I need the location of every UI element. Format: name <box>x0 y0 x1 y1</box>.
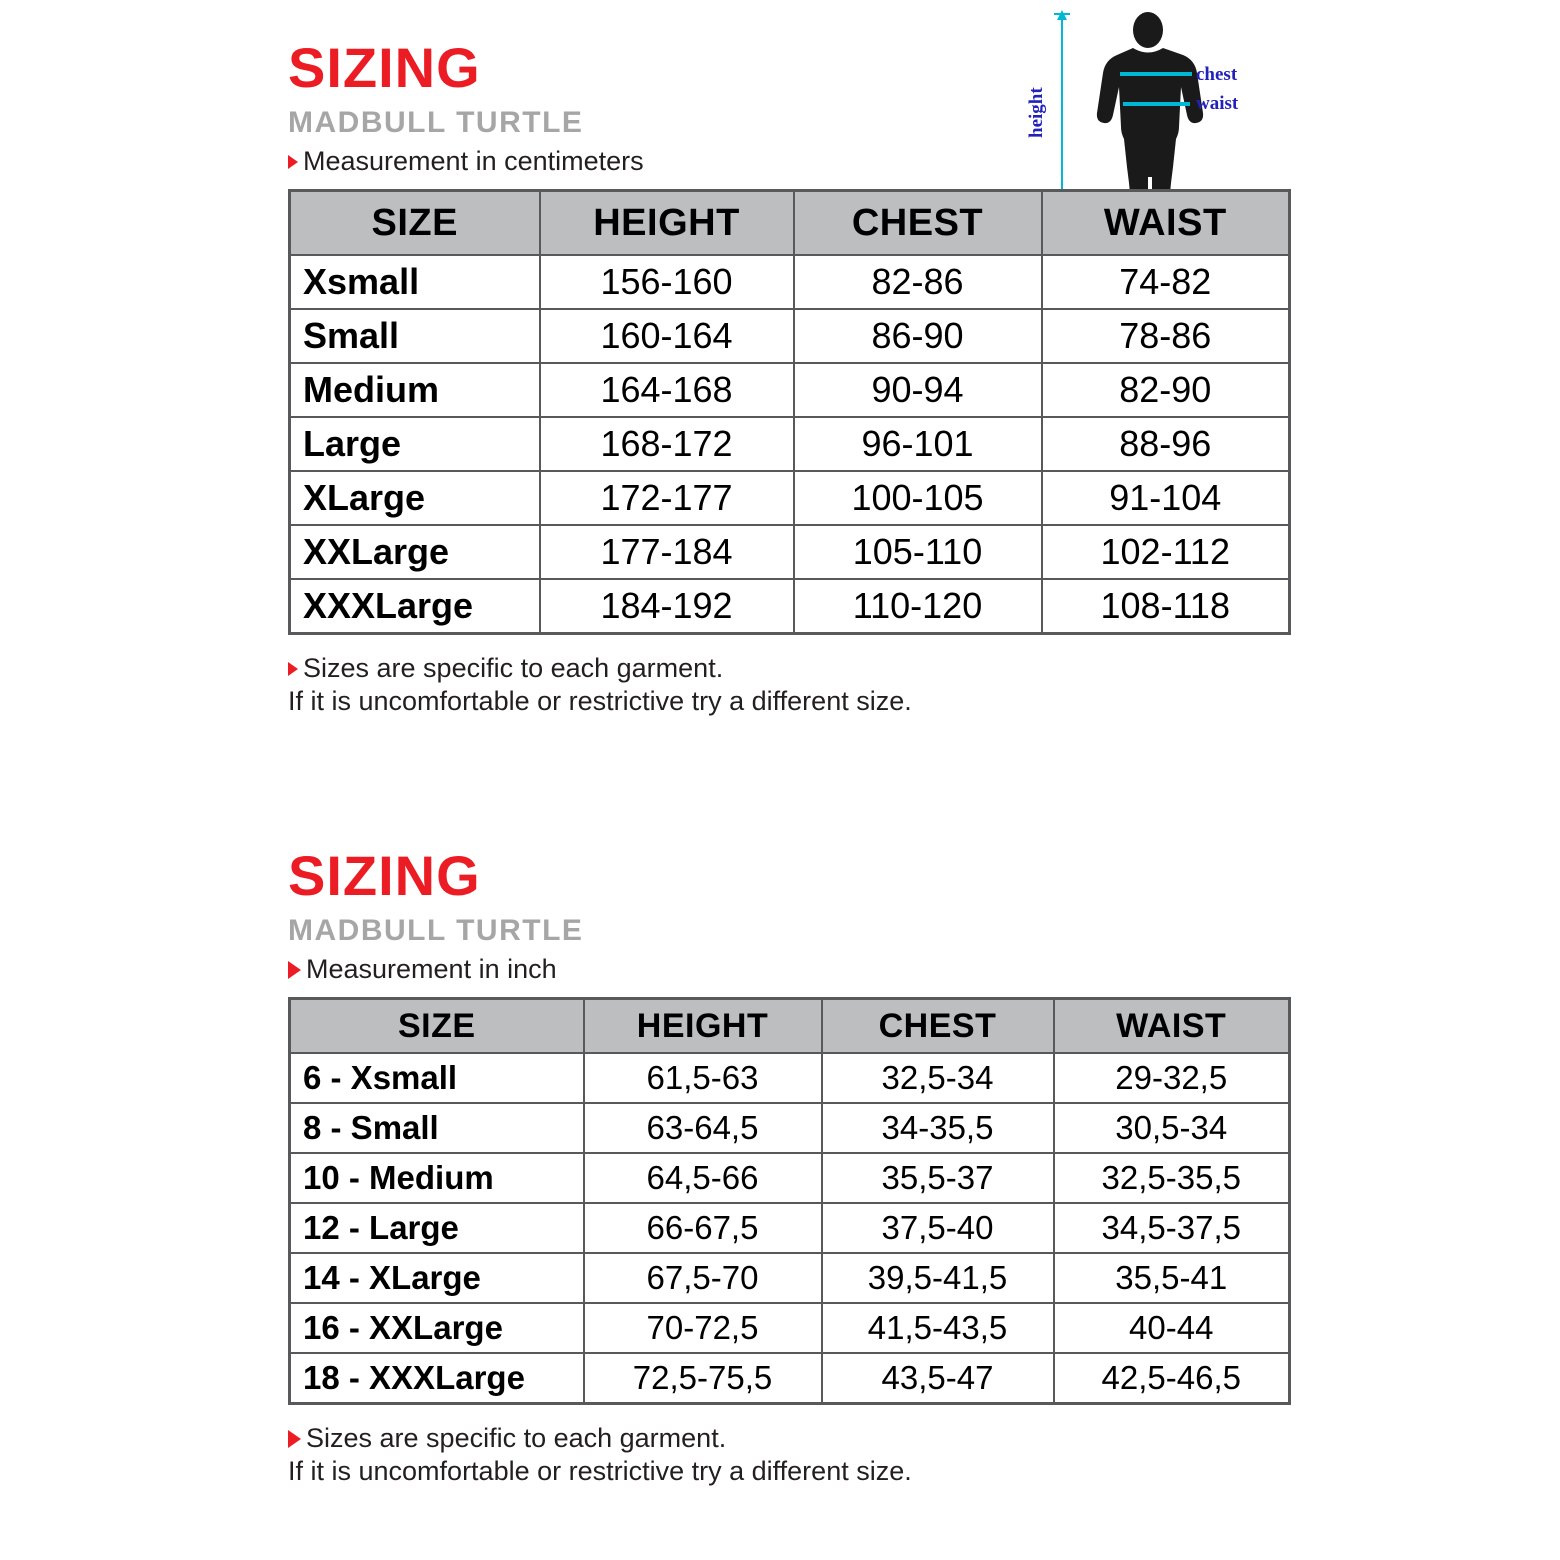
cell-height: 172-177 <box>540 471 794 525</box>
note-1-in: Sizes are specific to each garment. <box>306 1423 727 1453</box>
cell-size: 8 - Small <box>290 1103 584 1153</box>
cell-chest: 43,5-47 <box>822 1353 1054 1404</box>
cell-height: 66-67,5 <box>584 1203 822 1253</box>
table-row <box>290 1253 1290 1303</box>
notes-in <box>288 1423 1288 1487</box>
waist-label: waist <box>1196 93 1239 114</box>
table-row <box>290 363 1290 417</box>
table-row <box>290 579 1290 634</box>
cell-height: 72,5-75,5 <box>584 1353 822 1404</box>
cell-chest: 90-94 <box>794 363 1042 417</box>
table-row <box>290 255 1290 309</box>
table-header-row <box>290 191 1290 256</box>
measure-note-in-text: Measurement in inch <box>306 954 557 984</box>
cell-height: 63-64,5 <box>584 1103 822 1153</box>
cell-waist: 82-90 <box>1042 363 1290 417</box>
height-label: height <box>1026 87 1047 138</box>
section-inches <box>288 844 1288 1487</box>
column-header-height: HEIGHT <box>540 191 794 256</box>
section-centimeters <box>288 36 1288 717</box>
cell-waist: 88-96 <box>1042 417 1290 471</box>
cell-waist: 40-44 <box>1054 1303 1290 1353</box>
cell-chest: 39,5-41,5 <box>822 1253 1054 1303</box>
cell-chest: 96-101 <box>794 417 1042 471</box>
cell-waist: 42,5-46,5 <box>1054 1353 1290 1404</box>
cell-height: 177-184 <box>540 525 794 579</box>
cell-waist: 108-118 <box>1042 579 1290 634</box>
cell-height: 164-168 <box>540 363 794 417</box>
cell-height: 67,5-70 <box>584 1253 822 1303</box>
column-header-waist: WAIST <box>1042 191 1290 256</box>
cell-waist: 32,5-35,5 <box>1054 1153 1290 1203</box>
product-name-cm: MADBULL TURTLE <box>288 106 584 139</box>
cell-size: Medium <box>290 363 540 417</box>
chest-label: chest <box>1196 64 1238 85</box>
cell-size: XXXLarge <box>290 579 540 634</box>
size-table-inches <box>288 997 1291 1405</box>
column-header-size: SIZE <box>290 999 584 1054</box>
table-row <box>290 1353 1290 1404</box>
column-header-size: SIZE <box>290 191 540 256</box>
table-header-row <box>290 999 1290 1054</box>
cell-height: 156-160 <box>540 255 794 309</box>
cell-waist: 34,5-37,5 <box>1054 1203 1290 1253</box>
cell-size: 10 - Medium <box>290 1153 584 1203</box>
cell-size: Small <box>290 309 540 363</box>
cell-chest: 32,5-34 <box>822 1053 1054 1103</box>
cell-size: 14 - XLarge <box>290 1253 584 1303</box>
table-row <box>290 417 1290 471</box>
cell-size: Xsmall <box>290 255 540 309</box>
page-title-in: SIZING <box>288 844 481 907</box>
triangle-bullet-icon <box>288 961 301 979</box>
cell-waist: 29-32,5 <box>1054 1053 1290 1103</box>
cell-waist: 91-104 <box>1042 471 1290 525</box>
cell-size: 6 - Xsmall <box>290 1053 584 1103</box>
triangle-bullet-icon <box>288 1430 301 1448</box>
notes-cm <box>288 653 1288 717</box>
cell-height: 70-72,5 <box>584 1303 822 1353</box>
cell-chest: 82-86 <box>794 255 1042 309</box>
cell-size: XXLarge <box>290 525 540 579</box>
cell-height: 160-164 <box>540 309 794 363</box>
note-2-in: If it is uncomfortable or restrictive try a different size. <box>288 1456 912 1486</box>
size-table-centimeters <box>288 189 1291 635</box>
cell-chest: 37,5-40 <box>822 1203 1054 1253</box>
cell-size: 12 - Large <box>290 1203 584 1253</box>
note-bullet-cm <box>288 653 1288 684</box>
cell-height: 168-172 <box>540 417 794 471</box>
triangle-bullet-icon <box>288 155 298 169</box>
cell-size: 16 - XXLarge <box>290 1303 584 1353</box>
cell-height: 64,5-66 <box>584 1153 822 1203</box>
column-header-height: HEIGHT <box>584 999 822 1054</box>
page-title-cm: SIZING <box>288 36 481 99</box>
cell-chest: 110-120 <box>794 579 1042 634</box>
measure-note-cm <box>288 146 1288 177</box>
triangle-bullet-icon <box>288 662 298 676</box>
cell-waist: 102-112 <box>1042 525 1290 579</box>
table-row <box>290 1303 1290 1353</box>
column-header-waist: WAIST <box>1054 999 1290 1054</box>
cell-waist: 30,5-34 <box>1054 1103 1290 1153</box>
table-row <box>290 309 1290 363</box>
cell-chest: 86-90 <box>794 309 1042 363</box>
cell-chest: 105-110 <box>794 525 1042 579</box>
measure-note-in <box>288 954 1288 985</box>
product-name-in: MADBULL TURTLE <box>288 914 584 947</box>
note-bullet-in <box>288 1423 1288 1454</box>
cell-waist: 78-86 <box>1042 309 1290 363</box>
table-row <box>290 525 1290 579</box>
column-header-chest: CHEST <box>822 999 1054 1054</box>
cell-size: Large <box>290 417 540 471</box>
note-1-cm: Sizes are specific to each garment. <box>303 653 724 683</box>
cell-height: 61,5-63 <box>584 1053 822 1103</box>
cell-size: 18 - XXXLarge <box>290 1353 584 1404</box>
column-header-chest: CHEST <box>794 191 1042 256</box>
table-row <box>290 1103 1290 1153</box>
cell-chest: 100-105 <box>794 471 1042 525</box>
cell-waist: 74-82 <box>1042 255 1290 309</box>
measure-note-cm-text: Measurement in centimeters <box>303 146 644 176</box>
table-row <box>290 471 1290 525</box>
table-row <box>290 1053 1290 1103</box>
table-row <box>290 1203 1290 1253</box>
cell-chest: 34-35,5 <box>822 1103 1054 1153</box>
cell-height: 184-192 <box>540 579 794 634</box>
cell-chest: 41,5-43,5 <box>822 1303 1054 1353</box>
cell-size: XLarge <box>290 471 540 525</box>
note-2-cm: If it is uncomfortable or restrictive try a different size. <box>288 686 912 716</box>
cell-waist: 35,5-41 <box>1054 1253 1290 1303</box>
table-row <box>290 1153 1290 1203</box>
cell-chest: 35,5-37 <box>822 1153 1054 1203</box>
